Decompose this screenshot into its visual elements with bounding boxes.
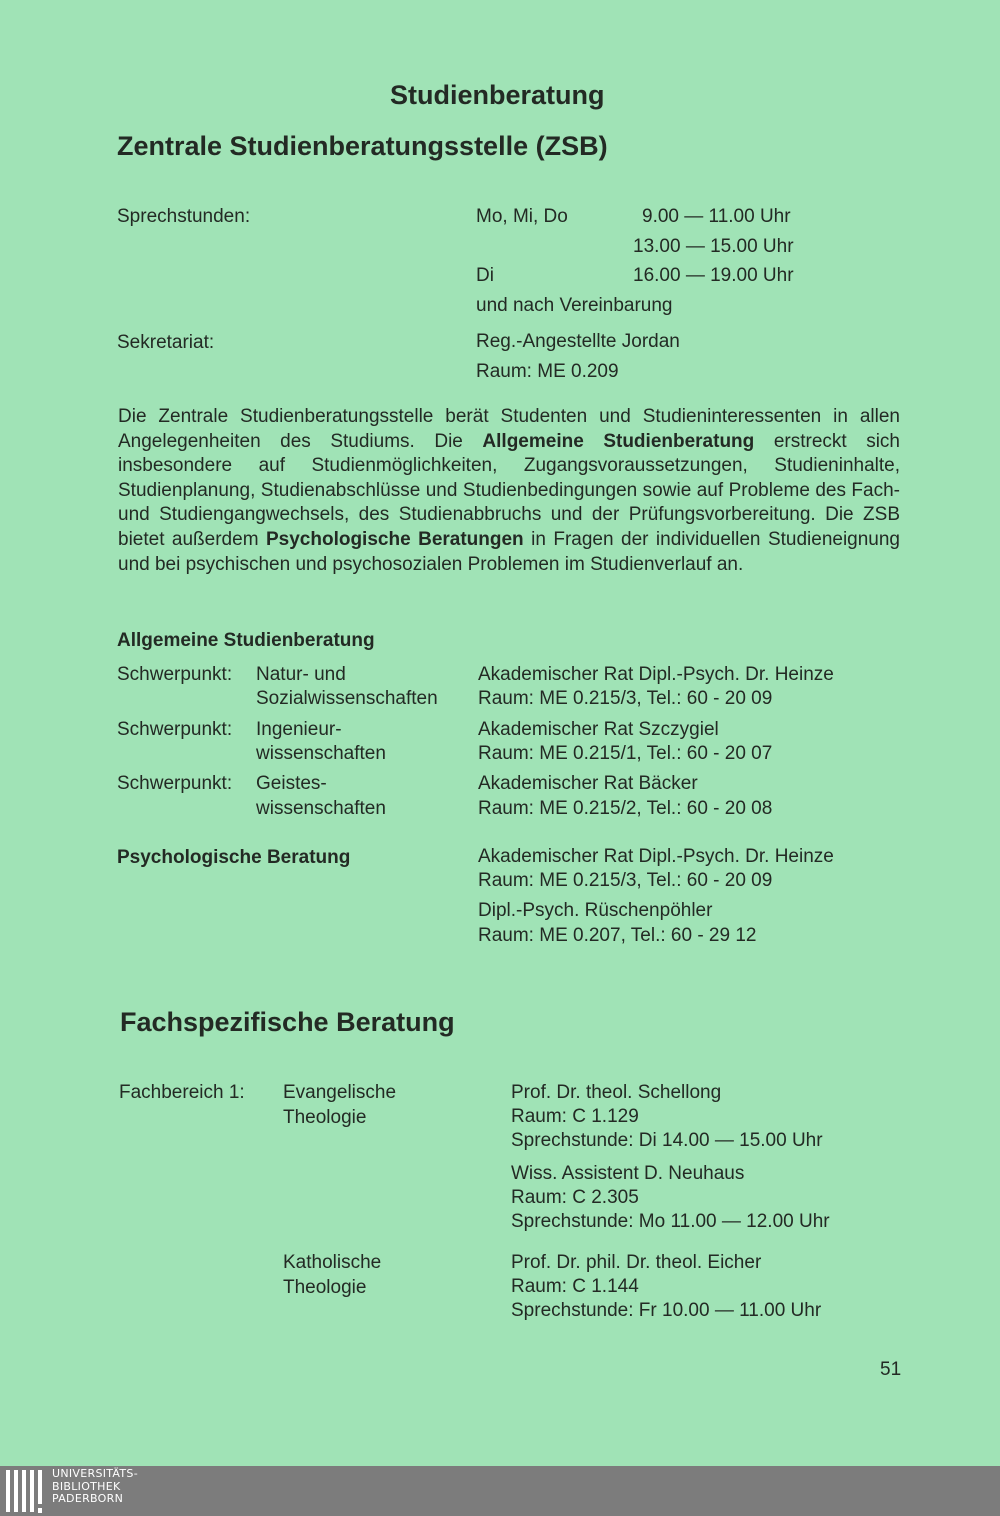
sprechstunden-day-2: Di — [476, 265, 494, 286]
fach-heading: Fachspezifische Beratung — [120, 1007, 455, 1037]
advisor-name: Akademischer Rat Dipl.-Psych. Dr. Heinze — [478, 664, 834, 685]
schwerpunkt-field: Ingenieur- — [256, 719, 342, 740]
sprechstunden-label: Sprechstunden: — [117, 206, 251, 227]
zsb-heading: Zentrale Studienberatungsstelle (ZSB) — [117, 131, 608, 161]
library-line-2: BIBLIOTHEK — [52, 1479, 121, 1493]
schwerpunkt-label: Schwerpunkt: — [117, 664, 233, 685]
advisor-name: Prof. Dr. phil. Dr. theol. Eicher — [511, 1252, 762, 1273]
description-text-2: erstreckt sich insbesondere auf Studienmöglichkeiten, Zugangsvoraussetzungen, Studieninhalte, Studienplanung, Studienabschlüsse und Studienbedingungen sowie auf Probleme des Fach- und Studiengangwechsels, des Studienabbruchs und der Prüfungsvorbereitung. Die ZSB bietet außerdem — [118, 430, 900, 550]
psych-heading: Psychologische Beratung — [117, 847, 351, 868]
advisor-contact: Raum: ME 0.215/1, Tel.: 60 - 20 07 — [478, 743, 773, 764]
advisor-name: Akademischer Rat Szczygiel — [478, 719, 719, 740]
sprechstunden-time-3: 16.00 — 19.00 Uhr — [633, 265, 794, 286]
advisor-name: Akademischer Rat Bäcker — [478, 773, 698, 794]
sprechstunden-day-1: Mo, Mi, Do — [476, 206, 568, 227]
advisor-contact: Raum: ME 0.215/2, Tel.: 60 - 20 08 — [478, 798, 773, 819]
sekretariat-label: Sekretariat: — [117, 332, 215, 353]
advisor-contact: Raum: ME 0.215/3, Tel.: 60 - 20 09 — [478, 688, 773, 709]
advisor-name: Akademischer Rat Dipl.-Psych. Dr. Heinze — [478, 846, 834, 867]
library-line-3: PADERBORN — [52, 1492, 124, 1505]
advisor-room: Raum: C 2.305 — [511, 1187, 639, 1208]
advisor-name: Prof. Dr. theol. Schellong — [511, 1082, 722, 1103]
sekretariat-name: Reg.-Angestellte Jordan — [476, 331, 680, 352]
advisor-contact: Raum: ME 0.215/3, Tel.: 60 - 20 09 — [478, 870, 773, 891]
page-title: Studienberatung — [390, 80, 605, 110]
schwerpunkt-field: Natur- und — [256, 664, 346, 685]
advisor-name: Dipl.-Psych. Rüschenpöhler — [478, 900, 713, 921]
allgemeine-heading: Allgemeine Studienberatung — [117, 630, 375, 651]
subject-name: Evangelische — [283, 1082, 397, 1103]
advisor-room: Raum: C 1.144 — [511, 1276, 639, 1297]
sprechstunden-note: und nach Vereinbarung — [476, 295, 673, 316]
sprechstunden-time-2: 13.00 — 15.00 Uhr — [633, 236, 794, 257]
description-text-1: Die Zentrale Studienberatungsstelle berät Studenten und Studieninteressenten in allen Angelegenheiten des Studiums. Die — [118, 406, 900, 452]
subject-name: Theologie — [283, 1107, 367, 1128]
zsb-description — [118, 405, 900, 577]
advisor-room: Raum: C 1.129 — [511, 1106, 639, 1127]
subject-name: Theologie — [283, 1277, 367, 1298]
library-footer — [0, 1466, 1000, 1516]
advisor-hours: Sprechstunde: Fr 10.00 — 11.00 Uhr — [511, 1300, 822, 1321]
library-line-1: UNIVERSITÄTS- — [52, 1467, 138, 1480]
advisor-name: Wiss. Assistent D. Neuhaus — [511, 1163, 745, 1184]
subject-name: Katholische — [283, 1252, 382, 1273]
library-name — [52, 1468, 138, 1506]
fachbereich-label: Fachbereich 1: — [119, 1082, 245, 1103]
description-bold-1: Allgemeine Studienberatung — [482, 430, 755, 452]
schwerpunkt-field: wissenschaften — [256, 798, 386, 819]
schwerpunkt-label: Schwerpunkt: — [117, 773, 233, 794]
advisor-contact: Raum: ME 0.207, Tel.: 60 - 29 12 — [478, 925, 757, 946]
description-text-3: in Fragen der individuellen Studieneignung und bei psychischen und psychosozialen Problemen im Studienverlauf an. — [118, 528, 901, 575]
sprechstunden-time-1: 9.00 — 11.00 Uhr — [642, 206, 791, 227]
schwerpunkt-field: wissenschaften — [256, 743, 386, 764]
page-number: 51 — [880, 1359, 902, 1380]
schwerpunkt-field: Geistes- — [256, 773, 327, 794]
advisor-hours: Sprechstunde: Di 14.00 — 15.00 Uhr — [511, 1130, 823, 1151]
description-bold-2: Psychologische Beratungen — [265, 528, 524, 550]
sekretariat-room: Raum: ME 0.209 — [476, 361, 619, 382]
advisor-hours: Sprechstunde: Mo 11.00 — 12.00 Uhr — [511, 1211, 830, 1232]
schwerpunkt-field: Sozialwissenschaften — [256, 688, 438, 709]
schwerpunkt-label: Schwerpunkt: — [117, 719, 233, 740]
